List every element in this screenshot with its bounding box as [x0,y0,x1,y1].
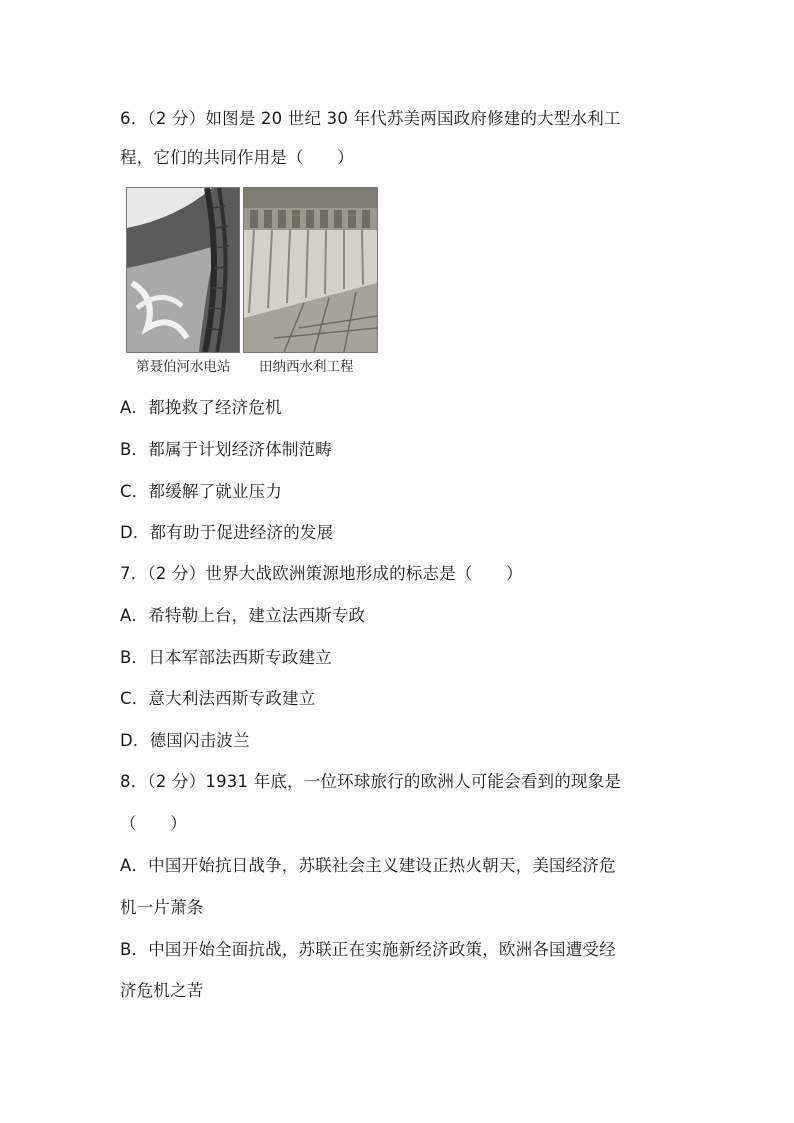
question-8-stem-line-2: （ ） [120,814,187,833]
question-8-option-a-line-1: A．中国开始抗日战争，苏联社会主义建设正热火朝天，美国经济危 [120,856,616,875]
question-6-option-a: A．都挽救了经济危机 [120,398,282,417]
question-8-option-b-line-2: 济危机之苦 [120,981,204,1000]
question-8-option-b-line-1: B．中国开始全面抗战，苏联正在实施新经济政策，欧洲各国遭受经 [120,940,616,959]
question-8-stem-line-1: 8．（2 分）1931 年底，一位环球旅行的欧洲人可能会看到的现象是 [120,772,622,791]
question-7-stem: 7．（2 分）世界大战欧洲策源地形成的标志是（ ） [120,564,523,583]
question-6-stem-line-1: 6．（2 分）如图是 20 世纪 30 年代苏美两国政府修建的大型水利工 [120,109,621,128]
question-6-option-c: C．都缓解了就业压力 [120,482,283,501]
question-6-option-d: D．都有助于促进经济的发展 [120,523,334,542]
question-8-option-a-line-2: 机一片萧条 [120,898,204,917]
tennessee-caption: 田纳西水利工程 [259,359,354,375]
tennessee-dam-photo [243,187,378,353]
dnieper-caption: 第聂伯河水电站 [136,359,231,375]
question-7-option-c: C．意大利法西斯专政建立 [120,689,316,708]
question-6-stem-line-2: 程，它们的共同作用是（ ） [120,148,354,167]
question-7-option-a: A．希特勒上台，建立法西斯专政 [120,606,366,625]
dnieper-dam-photo [126,187,240,353]
question-7-option-d: D．德国闪击波兰 [120,731,250,750]
question-7-option-b: B．日本军部法西斯专政建立 [120,648,332,667]
question-6-option-b: B．都属于计划经济体制范畴 [120,440,332,459]
question-6-figure [126,187,382,379]
